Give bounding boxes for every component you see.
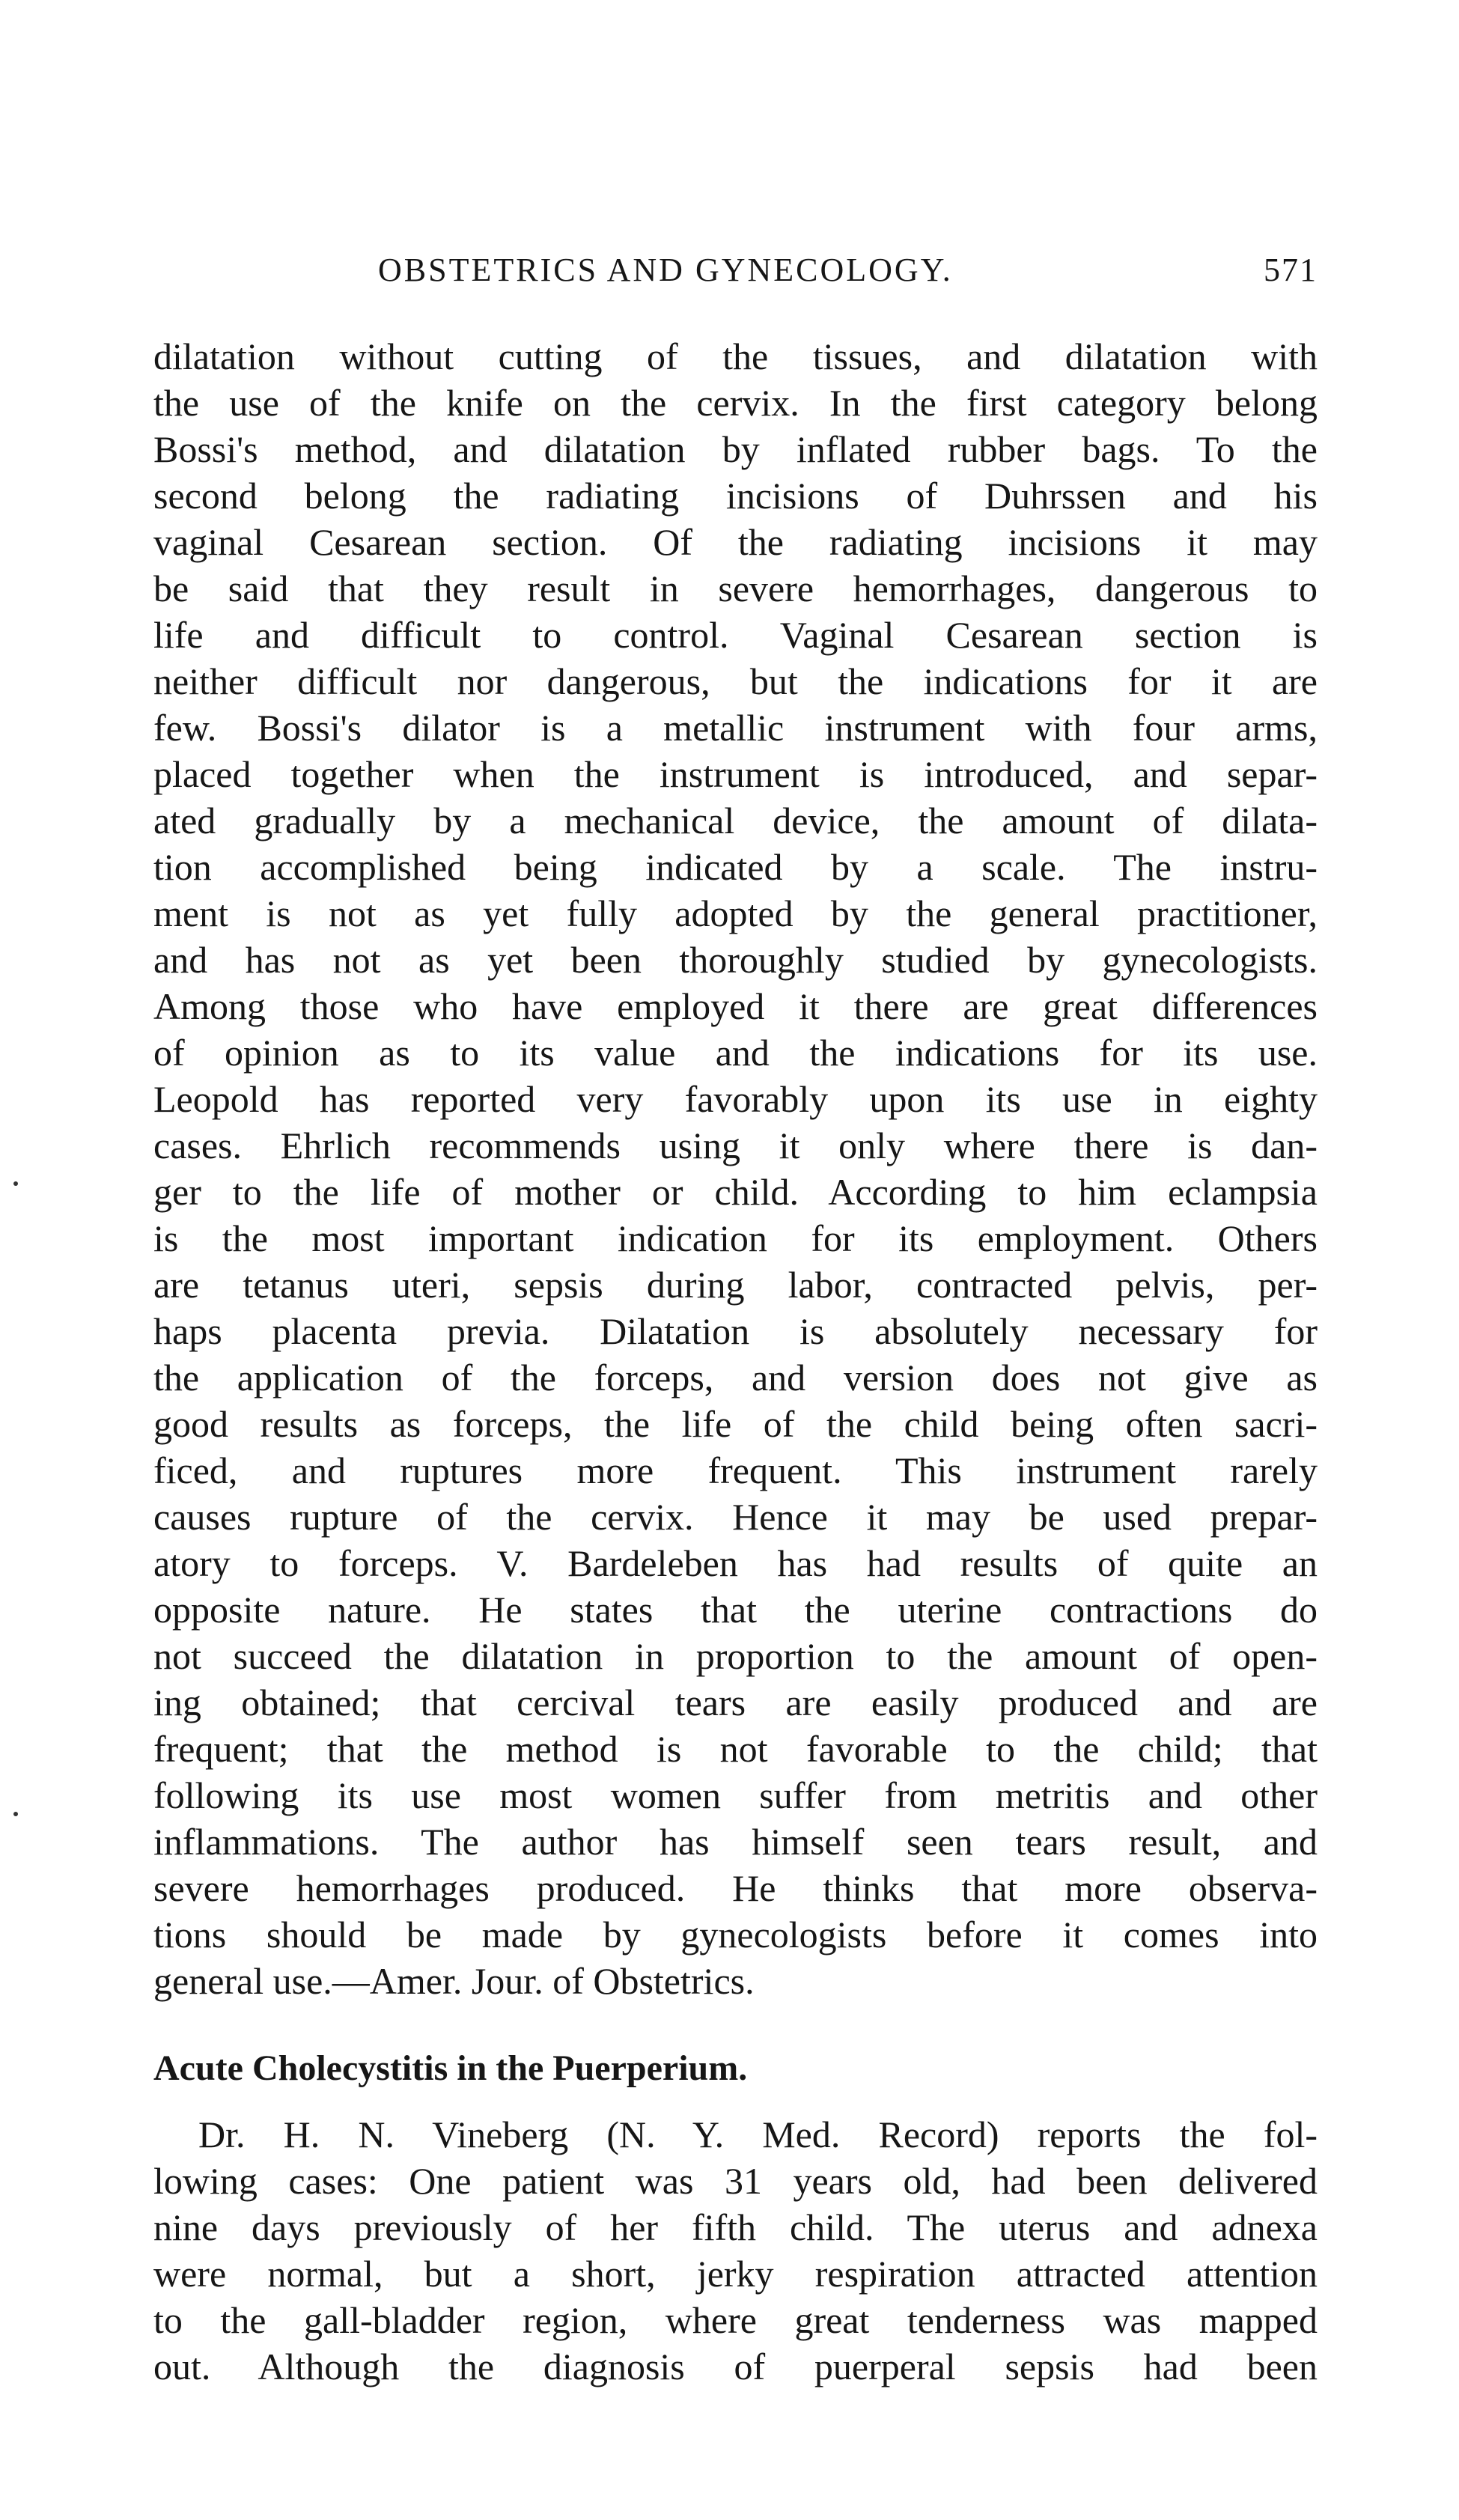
text-line: vaginal Cesarean section. Of the radiating incisions it may: [153, 521, 1318, 563]
running-header: [153, 251, 1318, 303]
text-line: ger to the life of mother or child. According to him eclampsia: [153, 1171, 1318, 1213]
text-line: frequent; that the method is not favorable to the child; that: [153, 1728, 1318, 1770]
text-line: ficed, and ruptures more frequent. This instrument rarely: [153, 1449, 1318, 1491]
text-line: not succeed the dilatation in proportion to the amount of open-: [153, 1635, 1318, 1677]
text-line: be said that they result in severe hemorrhages, dangerous to: [153, 567, 1318, 609]
text-line: ing obtained; that cercival tears are easily produced and are: [153, 1681, 1318, 1723]
citation-line: general use.—Amer. Jour. of Obstetrics.: [153, 1960, 755, 2002]
text-line: Dr. H. N. Vineberg (N. Y. Med. Record) reports the fol-: [198, 2113, 1318, 2155]
text-line: Leopold has reported very favorably upon its use in eighty: [153, 1078, 1318, 1120]
text-line: opposite nature. He states that the uterine contractions do: [153, 1589, 1318, 1631]
section-heading: Acute Cholecystitis in the Puerperium.: [153, 2048, 748, 2088]
text-line: were normal, but a short, jerky respiration attracted attention: [153, 2253, 1318, 2295]
page-number: 571: [1264, 252, 1318, 288]
text-line: tions should be made by gynecologists before it comes into: [153, 1914, 1318, 1956]
article-continuation: [153, 333, 1318, 2004]
margin-dot: [13, 1181, 18, 1186]
text-line: few. Bossi's dilator is a metallic instrument with four arms,: [153, 707, 1318, 749]
running-title: OBSTETRICS AND GYNECOLOGY.: [378, 252, 953, 288]
text-line: atory to forceps. V. Bardeleben has had results of quite an: [153, 1542, 1318, 1584]
text-line: dilatation without cutting of the tissues, and dilatation with: [153, 335, 1318, 377]
text-line: nine days previously of her fifth child. The uterus and adnexa: [153, 2206, 1318, 2248]
text-line: and has not as yet been thoroughly studied by gynecologists.: [153, 939, 1318, 981]
text-line: severe hemorrhages produced. He thinks that more observa-: [153, 1867, 1318, 1909]
text-line: to the gall-bladder region, where great tenderness was mapped: [153, 2299, 1318, 2341]
text-line: neither difficult nor dangerous, but the indications for it are: [153, 660, 1318, 702]
text-line: haps placenta previa. Dilatation is absolutely necessary for: [153, 1310, 1318, 1352]
text-line: out. Although the diagnosis of puerperal sepsis had been: [153, 2346, 1318, 2387]
article-body: [153, 2111, 1318, 2390]
text-line: Among those who have employed it there are great differences: [153, 985, 1318, 1027]
text-line: following its use most women suffer from metritis and other: [153, 1774, 1318, 1816]
text-line: is the most important indication for its employment. Others: [153, 1217, 1318, 1259]
text-line: cases. Ehrlich recommends using it only where there is dan-: [153, 1124, 1318, 1166]
text-line: causes rupture of the cervix. Hence it may be used prepar-: [153, 1496, 1318, 1538]
margin-dot: [13, 1812, 18, 1816]
text-line: ated gradually by a mechanical device, the amount of dilata-: [153, 800, 1318, 841]
text-line: the use of the knife on the cervix. In the first category belong: [153, 382, 1318, 424]
text-line: lowing cases: One patient was 31 years old, had been delivered: [153, 2160, 1318, 2202]
text-line: Bossi's method, and dilatation by inflated rubber bags. To the: [153, 428, 1318, 470]
text-line: of opinion as to its value and the indications for its use.: [153, 1032, 1318, 1074]
text-line: inflammations. The author has himself seen tears result, and: [153, 1821, 1318, 1863]
text-line: life and difficult to control. Vaginal Cesarean section is: [153, 614, 1318, 656]
text-line: good results as forceps, the life of the child being often sacri-: [153, 1403, 1318, 1445]
text-line: second belong the radiating incisions of Duhrssen and his: [153, 475, 1318, 517]
text-line: placed together when the instrument is introduced, and separ-: [153, 753, 1318, 795]
text-line: the application of the forceps, and version does not give as: [153, 1357, 1318, 1399]
text-line: are tetanus uteri, sepsis during labor, contracted pelvis, per-: [153, 1264, 1318, 1306]
text-line: tion accomplished being indicated by a scale. The instru-: [153, 846, 1318, 888]
text-line: ment is not as yet fully adopted by the general practitioner,: [153, 892, 1318, 934]
